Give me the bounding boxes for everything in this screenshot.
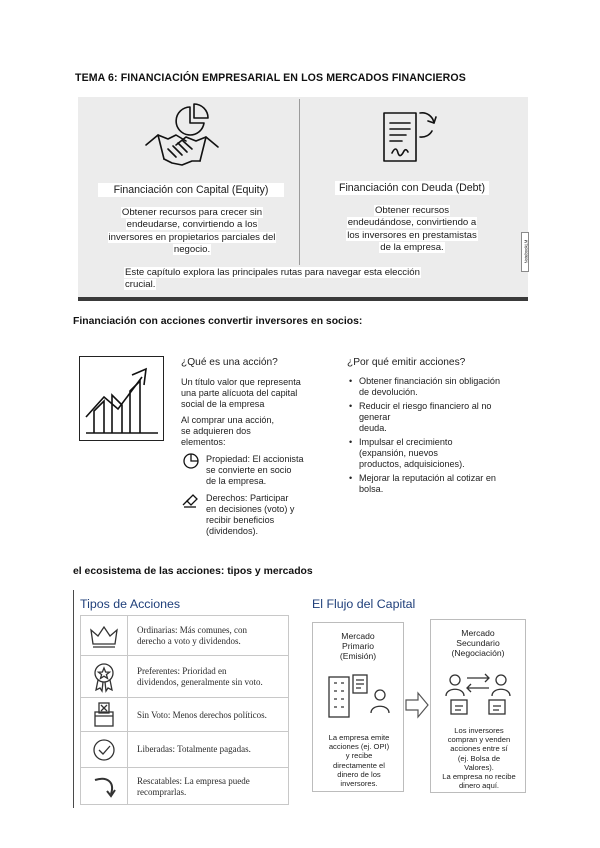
table-row: Rescatables: La empresa puede recomprarlas. xyxy=(81,768,288,805)
gavel-icon xyxy=(181,491,201,509)
section-heading-ecosystem: el ecosistema de las acciones: tipos y mercados xyxy=(73,566,313,577)
list-item: • Reducir el riesgo financiero al no generar deuda. xyxy=(349,401,529,434)
list-item: • Impulsar el crecimiento (expansión, nuevos productos, adquisiciones). xyxy=(349,437,529,470)
table-row: Liberadas: Totalmente pagadas. xyxy=(81,732,288,768)
table-row: Ordinarias: Más comunes, con derecho a voto y dividendos. xyxy=(81,616,288,656)
return-arrow-icon xyxy=(81,768,127,805)
page-title: TEMA 6: FINANCIACIÓN EMPRESARIAL EN LOS MERCADOS FINANCIEROS xyxy=(75,72,466,84)
growth-chart-icon-frame xyxy=(79,356,164,441)
share-definition: Un título valor que representa una parte alícuota del capital social de la empresa xyxy=(181,377,301,409)
list-item: • Mejorar la reputación al cotizar en bolsa. xyxy=(349,473,529,495)
table-row: Preferentes: Prioridad en dividendos, generalmente sin voto. xyxy=(81,656,288,698)
panel-divider xyxy=(299,99,300,265)
handshake-pie-icon xyxy=(142,103,224,173)
financing-comparison-panel xyxy=(78,97,528,301)
margin-line xyxy=(73,590,74,808)
share-elements-intro: Al comprar una acción, se adquieren dos elementos: xyxy=(181,415,275,447)
no-vote-ballot-icon xyxy=(81,698,127,732)
contract-cycle-icon xyxy=(376,105,440,169)
growth-chart-icon xyxy=(80,357,162,439)
side-label: NotebookLM xyxy=(521,232,529,272)
check-circle-icon xyxy=(81,732,127,768)
rights-element: Derechos: Participar en decisiones (voto) y recibir beneficios (dividendos). xyxy=(206,493,295,536)
primary-market-label: Mercado Primario (Emisión) xyxy=(339,631,377,661)
capital-flow-title: El Flujo del Capital xyxy=(312,597,416,611)
why-issue-title: ¿Por qué emitir acciones? xyxy=(347,357,466,368)
chapter-intro: Este capítulo explora las principales rutas para navegar esta elección crucial. xyxy=(125,267,420,291)
equity-tag: Financiación con Capital (Equity) xyxy=(98,183,284,197)
pie-chart-icon xyxy=(182,452,200,470)
ownership-element: Propiedad: El accionista se convierte en socio de la empresa. xyxy=(206,454,304,486)
primary-market-description: La empresa emite acciones (ej. OPI) y recibe directamente el dinero de los inversores. xyxy=(328,733,390,789)
investors-exchange-icon xyxy=(441,666,517,718)
secondary-market-description: Los inversores compran y venden acciones entre sí (ej. Bolsa de Valores). La empresa no recibe dinero aquí. xyxy=(442,726,516,791)
award-ribbon-icon xyxy=(81,656,127,698)
share-types-title: Tipos de Acciones xyxy=(80,597,181,611)
secondary-market-label: Mercado Secundario (Negociación) xyxy=(451,628,505,658)
flow-arrow-icon xyxy=(404,690,430,720)
secondary-market-box xyxy=(430,619,526,793)
issue-reasons-list xyxy=(349,376,529,498)
share-types-table xyxy=(80,615,289,805)
list-item: • Obtener financiación sin obligación de devolución. xyxy=(349,376,529,398)
equity-description: Obtener recursos para crecer sin endeudarse, convirtiendo a los inversores en propietarios parciales del negocio. xyxy=(108,207,276,256)
primary-market-box xyxy=(312,622,404,792)
debt-tag: Financiación con Deuda (Debt) xyxy=(335,181,489,195)
debt-description: Obtener recursos endeudándose, convirtiendo a los inversores en prestamistas de la empresa. xyxy=(347,205,477,254)
table-row: Sin Voto: Menos derechos políticos. xyxy=(81,698,288,732)
section-heading-shares: Financiación con acciones convertir inversores en socios: xyxy=(73,316,363,327)
crown-icon xyxy=(81,616,127,656)
company-building-icon xyxy=(325,669,395,721)
source-tag: NotebookLM xyxy=(498,292,524,297)
what-is-share-title: ¿Qué es una acción? xyxy=(181,357,278,368)
